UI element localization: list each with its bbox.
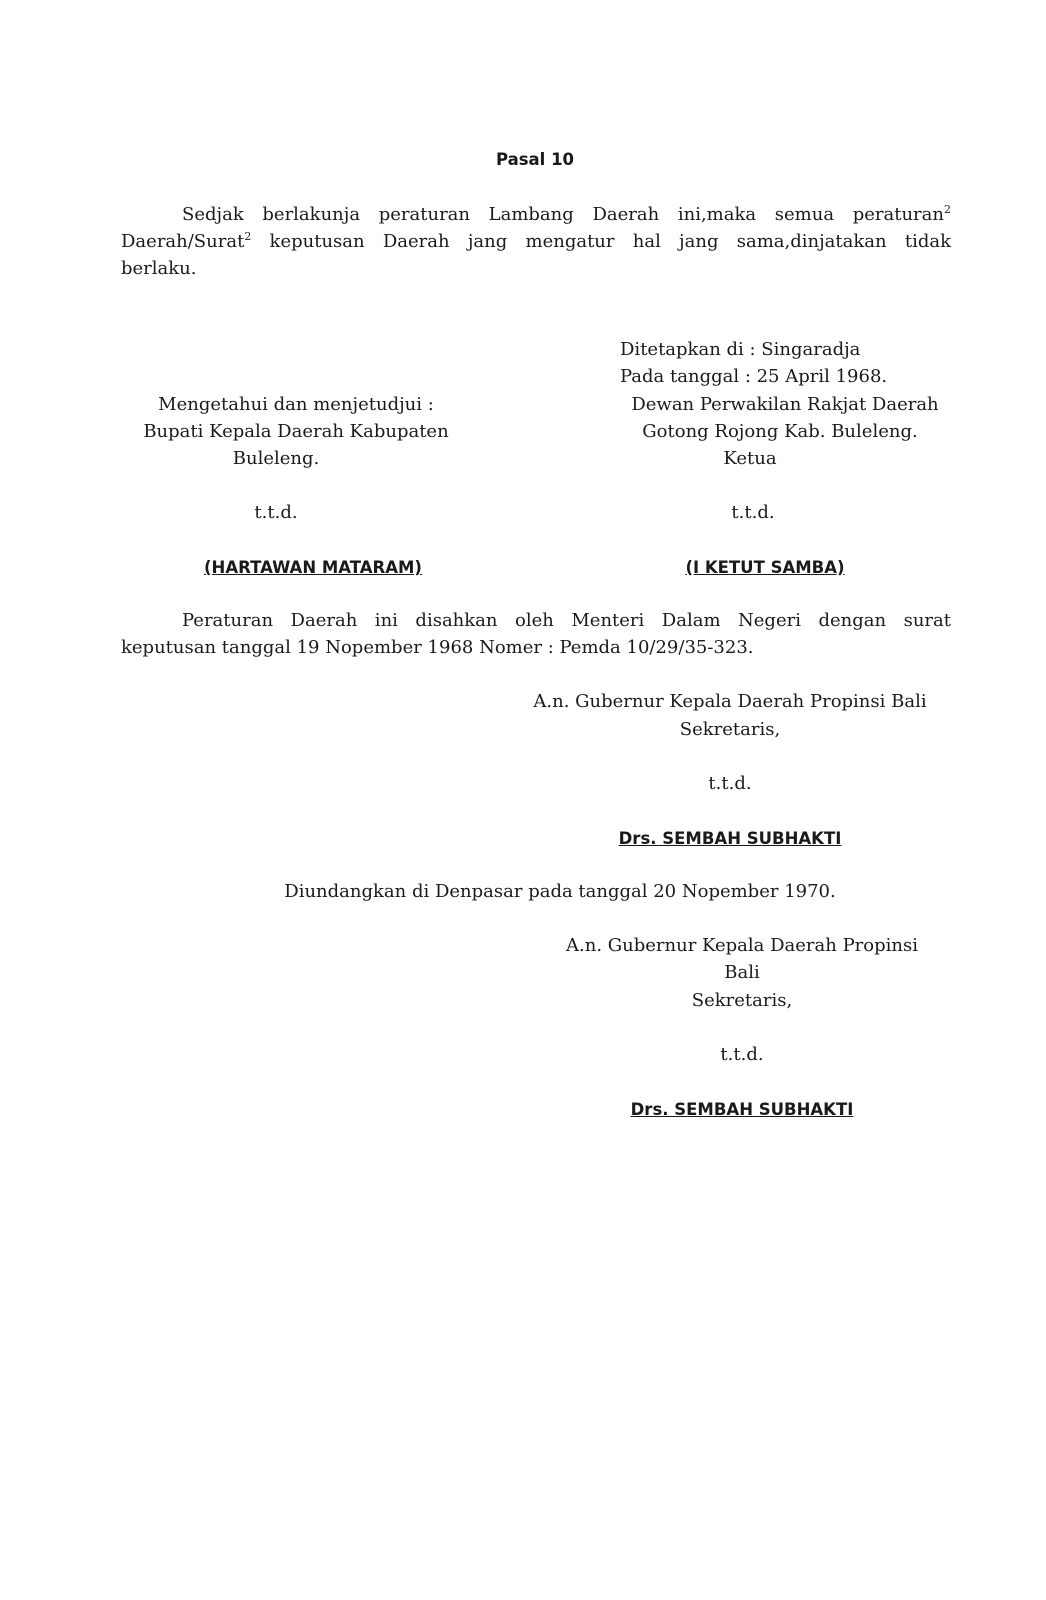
council-chair-title: Ketua	[723, 448, 777, 469]
governor-secretary-line-2: Sekretaris,	[679, 719, 781, 740]
article-paragraph-line-1	[182, 201, 951, 229]
regent-approval-line-2: Bupati Kepala Daerah Kabupaten	[143, 421, 449, 442]
governor-secretary-2-line-1: A.n. Gubernur Kepala Daerah Propinsi	[566, 935, 918, 956]
regent-ttd: t.t.d.	[254, 502, 298, 523]
council-title-line-2: Gotong Rojong Kab. Buleleng.	[642, 421, 918, 442]
article-paragraph-text: Daerah/Surat	[121, 231, 245, 252]
promulgation-text: Diundangkan di Denpasar pada tanggal 20 Nopember 1970.	[284, 881, 836, 902]
council-signatory-name: (I KETUT SAMBA)	[685, 558, 845, 577]
governor-secretary-2-line-2: Bali	[724, 962, 760, 983]
enactment-date: Pada tanggal : 25 April 1968.	[620, 366, 888, 387]
governor-secretary-name: Drs. SEMBAH SUBHAKTI	[618, 829, 842, 848]
governor-secretary-2-line-3: Sekretaris,	[691, 990, 793, 1011]
council-title-line-1: Dewan Perwakilan Rakjat Daerah	[631, 394, 939, 415]
superscript-mark: 2	[244, 230, 252, 243]
enactment-place: Ditetapkan di : Singaradja	[620, 339, 861, 360]
superscript-mark: 2	[944, 203, 951, 216]
approval-paragraph-line-2: keputusan tanggal 19 Nopember 1968 Nomer : Pemda 10/29/35-323.	[121, 637, 754, 658]
council-ttd: t.t.d.	[731, 502, 775, 523]
governor-secretary-2-name: Drs. SEMBAH SUBHAKTI	[630, 1100, 854, 1119]
regent-signatory-name: (HARTAWAN MATARAM)	[204, 558, 422, 577]
governor-secretary-line-1: A.n. Gubernur Kepala Daerah Propinsi Bali	[533, 691, 927, 712]
regent-approval-line-3: Buleleng.	[232, 448, 320, 469]
regent-approval-line-1: Mengetahui dan menjetudjui :	[158, 394, 434, 415]
governor-secretary-ttd: t.t.d.	[708, 773, 752, 794]
article-paragraph-text: keputusan Daerah jang mengatur hal jang sama,dinjatakan tidak	[251, 231, 951, 252]
article-paragraph-text: Sedjak berlakunja peraturan Lambang Daerah ini,maka semua peraturan	[182, 204, 944, 225]
approval-paragraph-line-1: Peraturan Daerah ini disahkan oleh Menteri Dalam Negeri dengan surat	[182, 610, 951, 631]
article-paragraph-line-3: berlaku.	[121, 258, 197, 279]
article-heading: Pasal 10	[495, 150, 575, 169]
article-paragraph-line-2	[121, 228, 951, 256]
governor-secretary-2-ttd: t.t.d.	[720, 1044, 764, 1065]
